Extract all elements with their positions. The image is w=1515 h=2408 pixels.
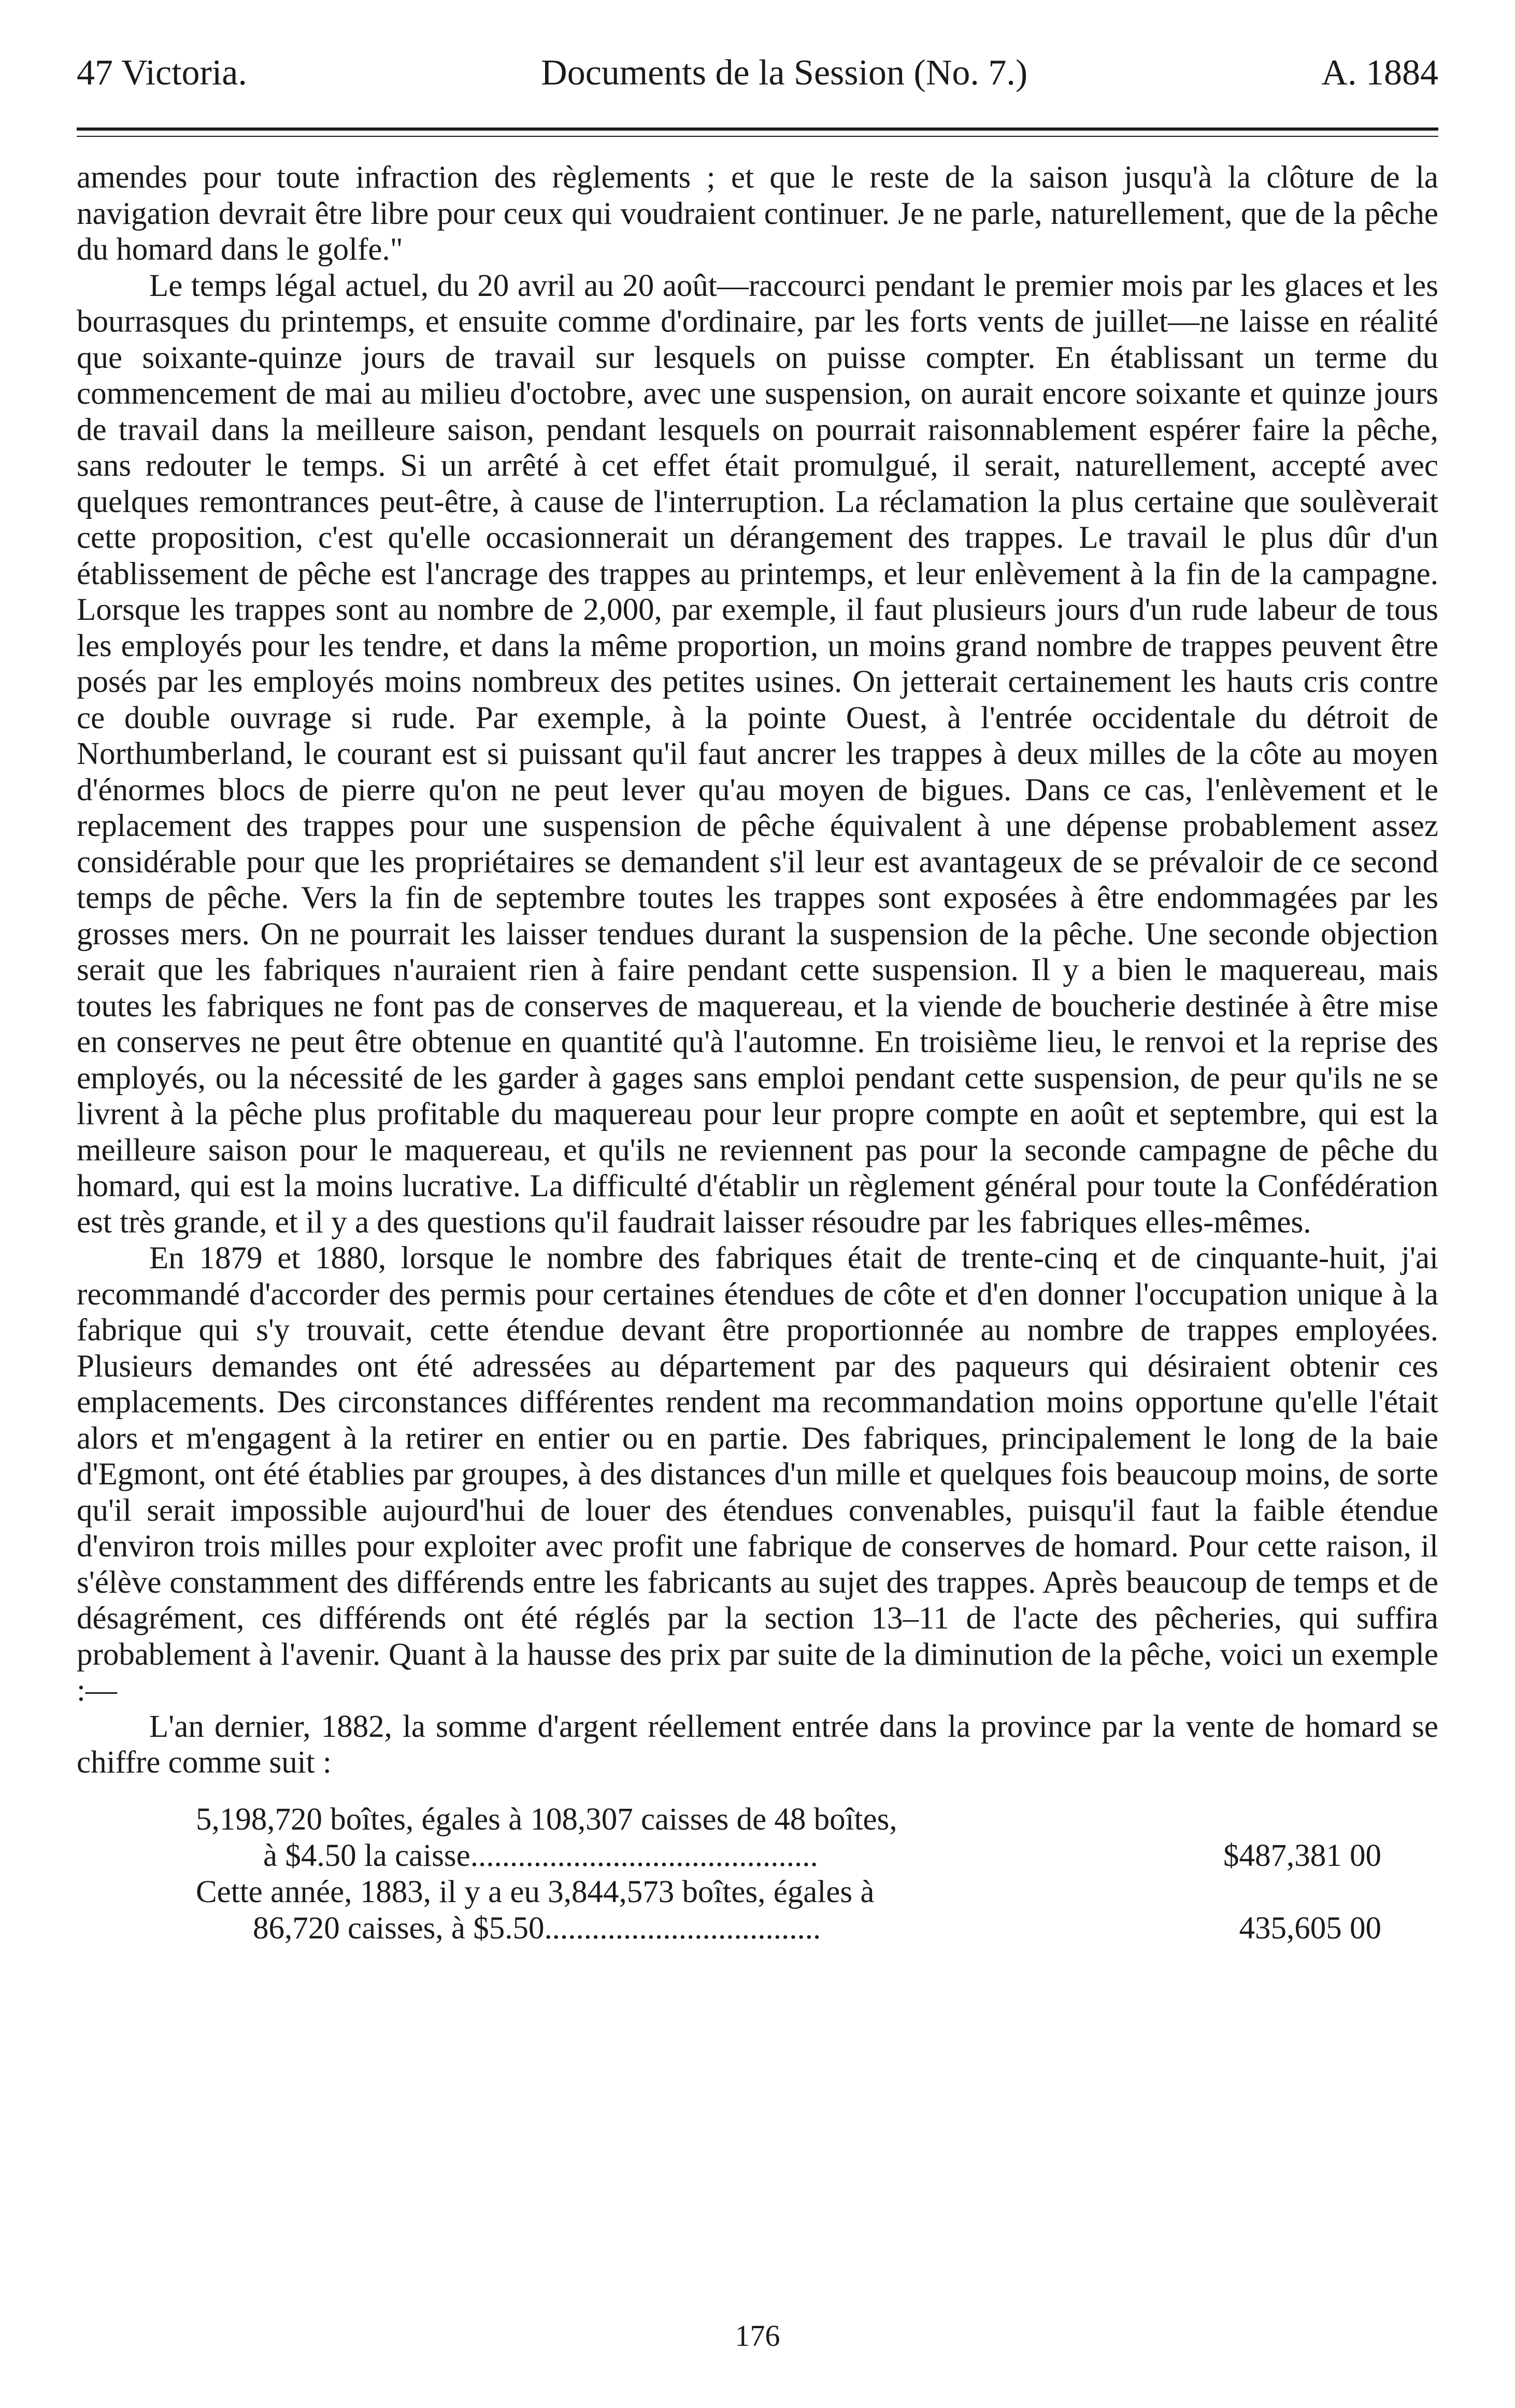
ledger-amount: 435,605 00 <box>1239 1910 1381 1946</box>
header-left: 47 Victoria. <box>77 53 247 93</box>
page-number: 176 <box>735 2319 780 2353</box>
paragraph-3: En 1879 et 1880, lorsque le nombre des fabriques était de trente-cinq et de cinquante-huit, j'ai recommandé d'accorder des permis pour certaines étendues de côte et d'en donner l'occupation unique à la fabrique qui s'y trouvait, cette étendue devant être proportionnée au nombre de trappes employées. Plusieurs demandes ont été adressées au département par des paqueurs qui désiraient obtenir ces emplacements. Des circonstances différentes rendent ma recommandation moins opportune qu'elle l'était alors et m'engagent à la retirer en entier ou en partie. Des fabriques, principalement le long de la baie d'Egmont, ont été établies par groupes, à des distances d'un mille et quelques fois beaucoup moins, de sorte qu'il serait impossible aujourd'hui de louer des étendues convenables, puisqu'il faut la faible étendue d'environ trois milles pour exploiter avec profit une fabrique de conserves de homard. Pour cette raison, il s'élève constamment des différends entre les fabricants au sujet des trappes. Après beaucoup de temps et de désagrément, ces différends ont été réglés par la section 13–11 de l'acte des pêcheries, qui suffira probablement à l'avenir. Quant à la hausse des prix par suite de la diminution de la pêche, voici un exemple :— <box>77 1241 1438 1708</box>
ledger-row <box>77 1874 1438 1910</box>
paragraph-2: Le temps légal actuel, du 20 avril au 20 août—raccourci pendant le premier mois par les glaces et les bourrasques du printemps, et ensuite comme d'ordinaire, par les forts vents de juillet—ne laisse en réalité que soixante-quinze jours de travail sur lesquels on puisse compter. En établissant un terme du commencement de mai au milieu d'octobre, avec une suspension, on aurait encore soixante et quinze jours de travail dans la meilleure saison, pendant lesquels on pourrait raisonnablement espérer faire la pêche, sans redouter le temps. Si un arrêté à cet effet était promulgué, il serait, naturellement, accepté avec quelques remontrances peut-être, à cause de l'interruption. La réclamation la plus certaine que soulèverait cette proposition, c'est qu'elle occasionnerait un dérangement des trappes. Le travail le plus dûr d'un établissement de pêche est l'ancrage des trappes au printemps, et leur enlèvement à la fin de la campagne. Lorsque les trappes sont au nombre de 2,000, par exemple, il faut plusieurs jours d'un rude labeur de tous les employés pour les tendre, et dans la même proportion, un moins grand nombre de trappes peuvent être posés par les employés moins nombreux des petites usines. On jetterait certainement les hauts cris contre ce double ouvrage si rude. Par exemple, à la pointe Ouest, à l'entrée occidentale du détroit de Northumberland, le courant est si puissant qu'il faut ancrer les trappes à deux milles de la côte au moyen d'énormes blocs de pierre qu'on ne peut lever qu'au moyen de bigues. Dans ce cas, l'enlèvement et le replacement des trappes pour une suspension de pêche équivalent à une dépense probablement assez considérable pour que les propriétaires se demandent s'il leur est avantageux de se prévaloir de ce second temps de pêche. Vers la fin de septembre toutes les trappes sont exposées à être endommagées par les grosses mers. On ne pourrait les laisser tendues durant la suspension de la pêche. Une seconde objection serait que les fabriques n'auraient rien à faire pendant cette suspension. Il y a bien le maquereau, mais toutes les fabriques ne font pas de conserves de maquereau, et la viende de boucherie destinée à être mise en conserves ne peut être obtenue en quantité qu'à l'automne. En troisième lieu, le renvoi et la reprise des employés, ou la nécessité de les garder à gages sans emploi pendant cette suspension, de peur qu'ils ne se livrent à la pêche plus profitable du maquereau pour leur propre compte en août et septembre, qui est la meilleure saison pour le maquereau, et qu'ils ne reviennent pas pour la seconde campagne de pêche du homard, qui est la moins lucrative. La difficulté d'établir un règlement général pour toute la Confédération est très grande, et il y a des questions qu'il faudrait laisser résoudre par les fabriques elles-mêmes. <box>77 268 1438 1240</box>
ledger-row <box>77 1802 1438 1838</box>
ledger-row-text: Cette année, 1883, il y a eu 3,844,573 boîtes, égales à <box>196 1874 875 1909</box>
paragraph-4: L'an dernier, 1882, la somme d'argent réellement entrée dans la province par la vente de homard se chiffre comme suit : <box>77 1709 1438 1780</box>
document-page <box>77 50 1438 2367</box>
ledger-row-text: à $4.50 la caisse............................................ <box>263 1838 818 1873</box>
body-text <box>77 160 1438 1781</box>
ledger <box>77 1802 1438 1947</box>
ledger-row <box>77 1910 1438 1947</box>
ledger-amount: $487,381 00 <box>1223 1838 1381 1873</box>
header-rule-thick <box>77 128 1438 131</box>
running-header <box>77 50 1438 96</box>
header-center: Documents de la Session (No. 7.) <box>541 53 1028 93</box>
ledger-row-text: 5,198,720 boîtes, égales à 108,307 caisses de 48 boîtes, <box>196 1802 897 1837</box>
ledger-row <box>77 1838 1438 1874</box>
paragraph-1: amendes pour toute infraction des règlements ; et que le reste de la saison jusqu'à la clôture de la navigation devrait être libre pour ceux qui voudraient continuer. Je ne parle, naturellement, que de la pêche du homard dans le golfe." <box>77 160 1438 267</box>
header-right: A. 1884 <box>1321 53 1438 93</box>
header-rule-thin <box>77 136 1438 137</box>
ledger-row-text: 86,720 caisses, à $5.50................................... <box>253 1910 821 1946</box>
